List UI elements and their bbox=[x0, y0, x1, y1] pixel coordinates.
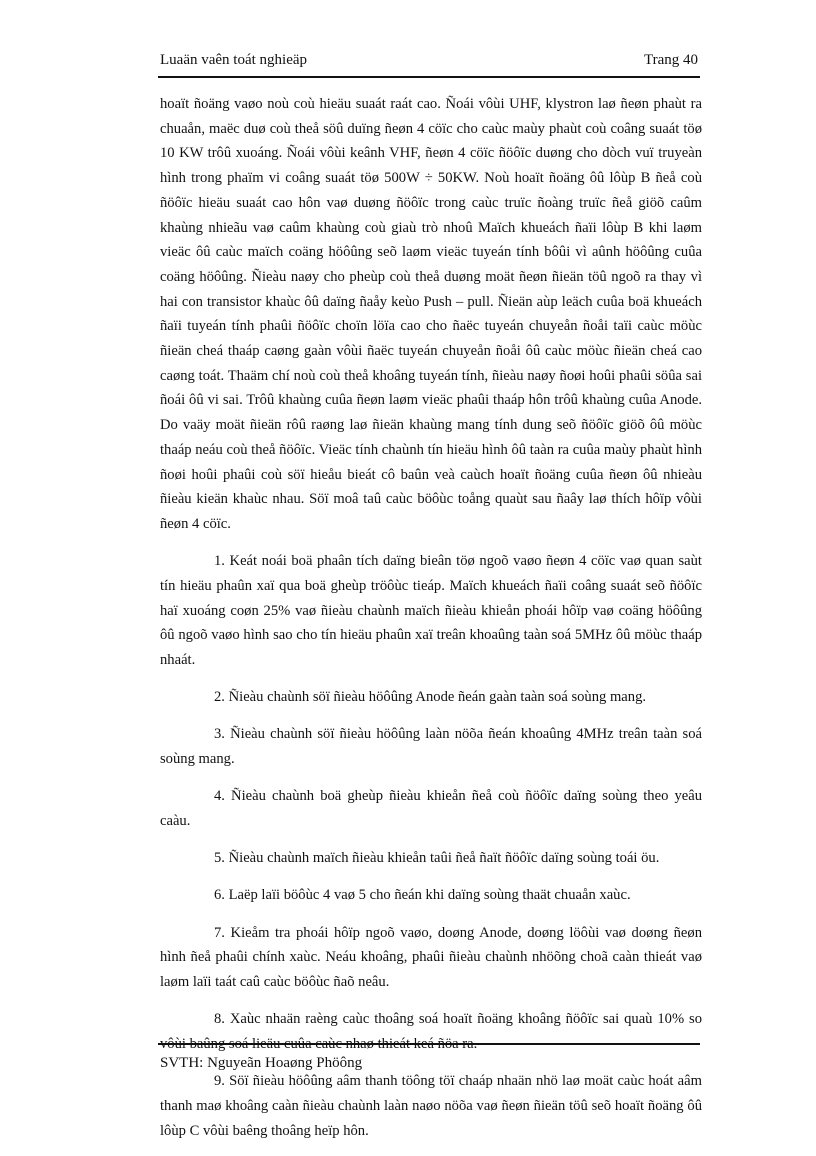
step-5: 5. Ñieàu chaùnh maïch ñieàu khieån taûi ñeå ñaït ñöôïc daïng soùng toái öu. bbox=[214, 850, 660, 867]
thesis-title: Luaän vaên toát nghieäp bbox=[160, 52, 308, 68]
step-6: 6. Laëp laïi böôùc 4 vaø 5 cho ñeán khi daïng soùng thaät chuaån xaùc. bbox=[214, 887, 631, 904]
step-9: 9. Söï ñieàu höôûng aâm thanh töông töï chaáp nhaän nhö laø moät caùc hoát aâm thanh maø khoâng caàn ñieàu chaùnh laàn naøo nöõa vaø ñeøn ñieän töû seõ hoaït ñoäng ôû lôùp C vôùi baêng thoâng heïp hôn. bbox=[160, 1073, 702, 1139]
step-2: 2. Ñieàu chaùnh söï ñieàu höôûng Anode ñeán gaàn taàn soá soùng mang. bbox=[214, 689, 647, 706]
step-7: 7. Kieåm tra phoái hôïp ngoõ vaøo, doøng Anode, doøng löôùi vaø doøng ñeøn hình ñeå phaûi chính xaùc. Neáu khoâng, phaûi ñieàu chaùnh nhöõng choã caàn thieát vaø laøm laïi taát caû caùc böôùc ñaõ neâu. bbox=[160, 924, 702, 990]
page-number: Trang 40 bbox=[643, 52, 698, 68]
step-4: 4. Ñieàu chaùnh boä gheùp ñieàu khieån ñeå coù ñöôïc daïng soùng theo yeâu caàu. bbox=[160, 788, 702, 829]
header-divider bbox=[158, 76, 700, 78]
step-8: 8. Xaùc nhaän raèng caùc thoâng soá hoaït ñoäng khoâng ñöôïc sai quaù 10% so vôùi baûng soá lieäu cuûa caùc nhaø thieát keá ñöa ra. bbox=[160, 1011, 702, 1052]
step-1: 1. Keát noái boä phaân tích daïng bieân töø ngoõ vaøo ñeøn 4 cöïc vaø quan saùt tín hieäu phaûn xaï qua boä gheùp tröôùc tieáp. Maïch khueách ñaïi coâng suaát seõ ñöôïc haï xuoáng coøn 25% vaø ñieàu chaùnh maïch ñieàu khieån phoái hôïp vaø coäng höôûng ôû ngoõ vaøo hình sao cho tín hieäu phaûn xaï treân khoaûng taàn soá 5MHz ôû möùc thaáp nhaát. bbox=[160, 553, 702, 668]
footer-divider bbox=[158, 1043, 700, 1045]
body-text bbox=[160, 92, 702, 1156]
step-3: 3. Ñieàu chaùnh söï ñieàu höôûng laàn nöõa ñeán khoaûng 4MHz treân taàn soá soùng mang. bbox=[160, 726, 702, 768]
page-footer: SVTH: Nguyeãn Hoaøng Phöông bbox=[160, 1055, 363, 1071]
page-header bbox=[160, 52, 698, 74]
paragraph-intro: hoaït ñoäng vaøo noù coù hieäu suaát raát cao. Ñoái vôùi UHF, klystron laø ñeøn phaùt ra chuaån, maëc duø coù theå söû duïng ñeøn 4 cöïc cho caùc maùy phaùt coù coâng suaát töø 10 KW trôû xuoáng. Ñoái vôùi keânh VHF, ñeøn 4 cöïc ñöôïc duøng cho dòch vuï truyeàn hình trong phaïm vi coâng suaát töø 500W ÷ 50KW. Noù hoaït ñoäng ôû lôùp B ñeå coù ñöôïc hieäu suaát cao hôn vaø duøng ñöôïc trong caùc truïc ñoàng truïc ñeå giöõ caûm khaùng nhieãu vaø caûm khaùng coù giaù trò nhoû Maïch khueách ñaïi lôùp B khi laøm vieäc ôû caùc maïch coäng höôûng seõ laøm vieäc tuyeán tính bôûi vì aûnh höôûng cuûa coäng höôûng. Ñieàu naøy cho pheùp coù theå duøng moät ñeøn ñieän töû ngoõ ra thay vì hai con transistor khaùc ôû daïng ñaåy keùo Push – pull. Ñieän aùp leäch cuûa boä khueách ñaïi tuyeán tính phaûi ñöôïc choïn löïa cao cho ñaëc tuyeán chuyeån ñoåi taïi caùc möùc ñieän cheá thaáp caøng gaàn vôùi ñaëc tuyeán chuyeån ñoåi ôû caùc möùc ñieän cheá cao caøng toát. Thaäm chí noù coù theå khoâng tuyeán tính, ñieàu naøy ñoøi hoûi phaûi söûa sai ñoái ôû vi sai. Trôû khaùng cuûa ñeøn laøm vieäc phaûi thaáp hôn trôû khaùng cuûa Anode. Do vaäy moät ñieän rôû raøng laø ñieän khaùng mang tính dung seõ ñöôïc giöõ ôû möùc thaáp neáu coù theå ñöôïc. Vieäc tính chaùnh tín hieäu hình ôû taàn ra cuûa maùy phaùt hình ñoøi hoûi phaûi coù söï hieåu bieát cô baûn veà caùch hoaït ñoäng cuûa ñeøn ôû nhieàu ñieàu kieän khaùc nhau. Söï moâ taû caùc böôùc toång quaùt sau ñaây laø thích hôïp vôùi ñeøn 4 cöïc. bbox=[160, 96, 702, 532]
